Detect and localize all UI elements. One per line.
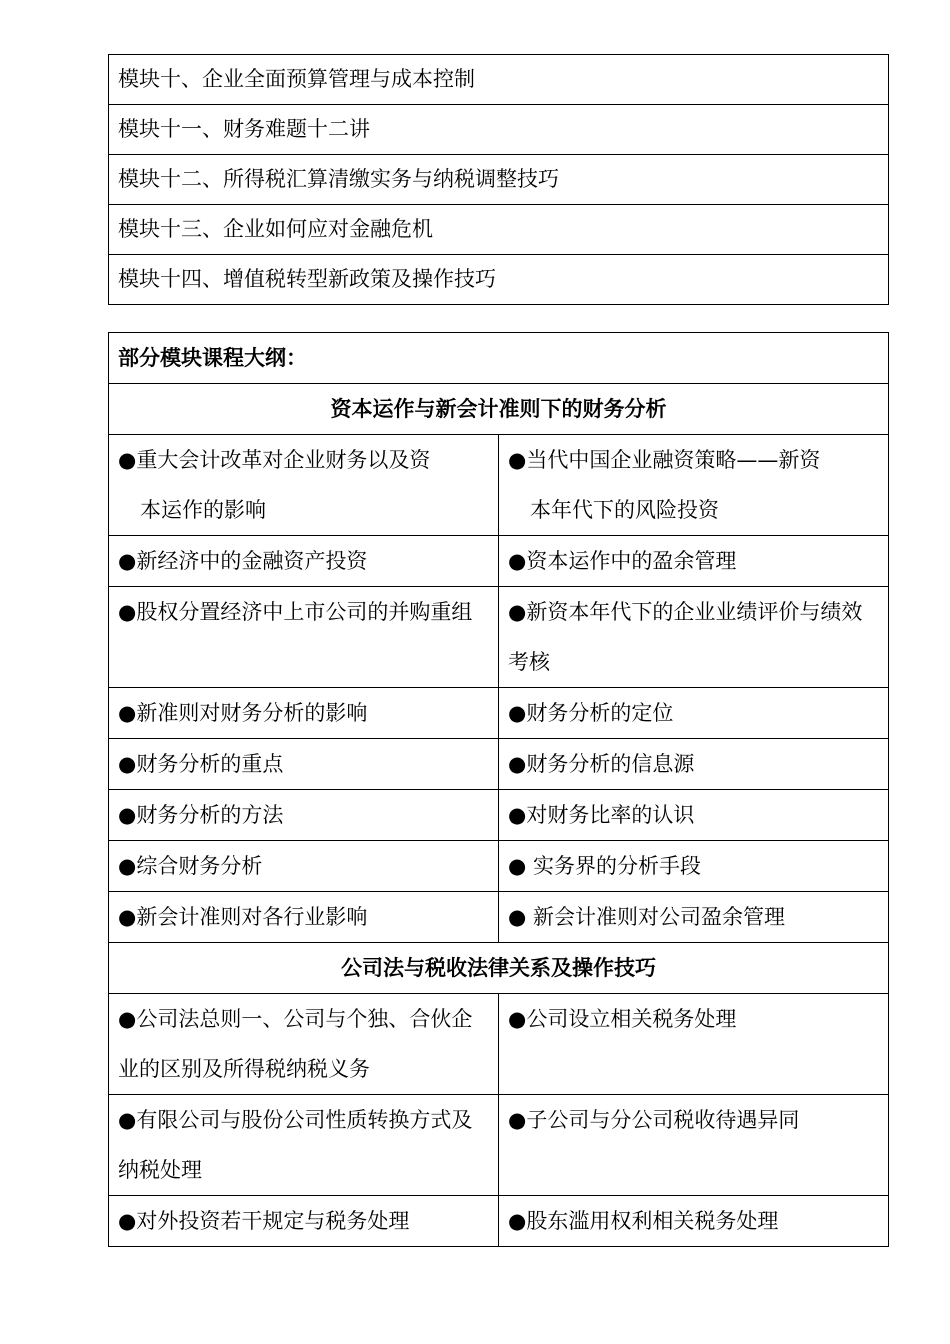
outline-item-line: 本运作的影响 bbox=[140, 498, 266, 522]
outline-item: ●财务分析的方法 bbox=[109, 790, 499, 841]
outline-item bbox=[499, 435, 889, 536]
table-row bbox=[109, 688, 889, 739]
outline-item: ●财务分析的定位 bbox=[499, 688, 889, 739]
table-row bbox=[109, 994, 889, 1095]
outline-item: ●综合财务分析 bbox=[109, 841, 499, 892]
outline-item: ●新资本年代下的企业业绩评价与绩效考核 bbox=[499, 587, 889, 688]
section-title: 资本运作与新会计准则下的财务分析 bbox=[109, 384, 889, 435]
modules-table bbox=[108, 54, 889, 305]
table-row bbox=[109, 55, 889, 105]
table-row bbox=[109, 205, 889, 255]
outline-item-line: ●当代中国企业融资策略——新资 bbox=[508, 448, 821, 472]
module-13: 模块十三、企业如何应对金融危机 bbox=[109, 205, 889, 255]
table-row bbox=[109, 435, 889, 536]
table-row bbox=[109, 943, 889, 994]
table-row bbox=[109, 841, 889, 892]
outline-item: ● 新会计准则对公司盈余管理 bbox=[499, 892, 889, 943]
outline-item: ●有限公司与股份公司性质转换方式及纳税处理 bbox=[109, 1095, 499, 1196]
outline-item: ● 实务界的分析手段 bbox=[499, 841, 889, 892]
outline-item: ●公司法总则一、公司与个独、合伙企业的区别及所得税纳税义务 bbox=[109, 994, 499, 1095]
outline-item: ●对财务比率的认识 bbox=[499, 790, 889, 841]
outline-item: ●资本运作中的盈余管理 bbox=[499, 536, 889, 587]
module-10: 模块十、企业全面预算管理与成本控制 bbox=[109, 55, 889, 105]
module-14: 模块十四、增值税转型新政策及操作技巧 bbox=[109, 255, 889, 305]
outline-item: ●新准则对财务分析的影响 bbox=[109, 688, 499, 739]
table-row bbox=[109, 892, 889, 943]
course-outline-table bbox=[108, 332, 889, 1247]
outline-item: ●新经济中的金融资产投资 bbox=[109, 536, 499, 587]
outline-item: ●股东滥用权利相关税务处理 bbox=[499, 1196, 889, 1247]
outline-heading: 部分模块课程大纲： bbox=[109, 333, 889, 384]
table-row bbox=[109, 1196, 889, 1247]
table-row bbox=[109, 536, 889, 587]
module-11: 模块十一、财务难题十二讲 bbox=[109, 105, 889, 155]
outline-item: ●新会计准则对各行业影响 bbox=[109, 892, 499, 943]
table-row bbox=[109, 155, 889, 205]
outline-item-line: 本年代下的风险投资 bbox=[530, 498, 719, 522]
outline-item: ●财务分析的重点 bbox=[109, 739, 499, 790]
outline-item: ●股权分置经济中上市公司的并购重组 bbox=[109, 587, 499, 688]
outline-item: ●子公司与分公司税收待遇异同 bbox=[499, 1095, 889, 1196]
outline-item bbox=[109, 435, 499, 536]
table-row bbox=[109, 255, 889, 305]
table-row bbox=[109, 790, 889, 841]
outline-item: ●财务分析的信息源 bbox=[499, 739, 889, 790]
outline-item-line: ●重大会计改革对企业财务以及资 bbox=[118, 448, 431, 472]
section-title: 公司法与税收法律关系及操作技巧 bbox=[109, 943, 889, 994]
module-12: 模块十二、所得税汇算清缴实务与纳税调整技巧 bbox=[109, 155, 889, 205]
table-row bbox=[109, 587, 889, 688]
table-row bbox=[109, 384, 889, 435]
table-row bbox=[109, 739, 889, 790]
outline-item: ●对外投资若干规定与税务处理 bbox=[109, 1196, 499, 1247]
table-row bbox=[109, 333, 889, 384]
outline-item: ●公司设立相关税务处理 bbox=[499, 994, 889, 1095]
table-row bbox=[109, 105, 889, 155]
table-row bbox=[109, 1095, 889, 1196]
